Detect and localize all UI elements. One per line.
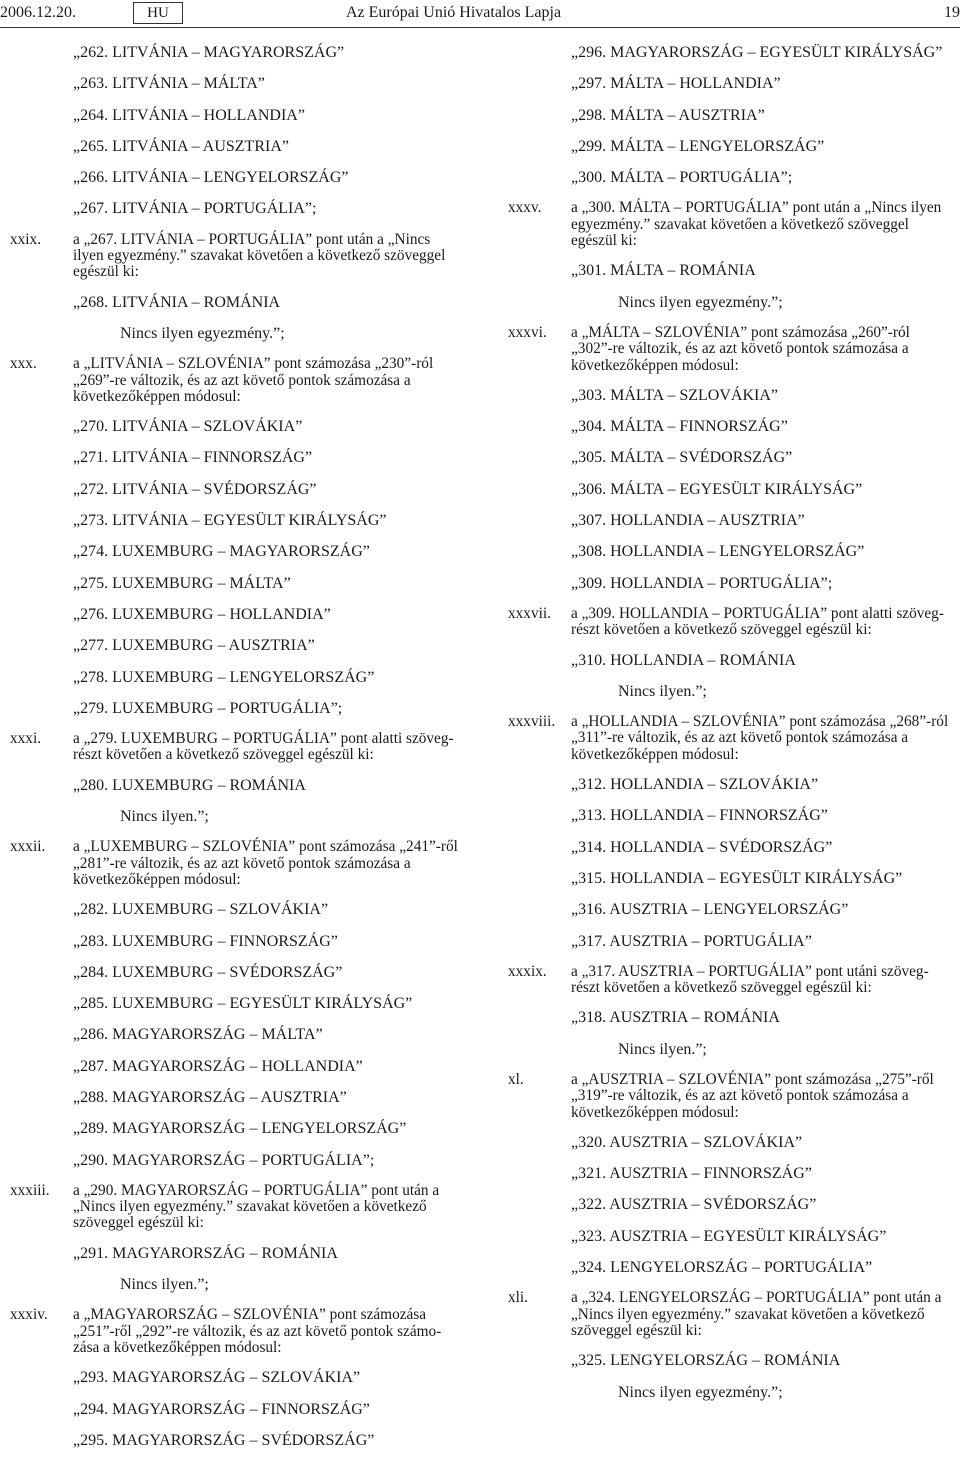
amendment-line xyxy=(508,714,960,730)
list-item: „293. MAGYARORSZÁG – SZLOVÁKIA” xyxy=(73,1369,361,1387)
list-item: „317. AUSZTRIA – PORTUGÁLIA” xyxy=(571,932,812,950)
list-item: „277. LUXEMBURG – AUSZTRIA” xyxy=(73,637,315,655)
amendment-number: xxxiv. xyxy=(10,1306,48,1324)
amendment-number xyxy=(10,1215,73,1231)
list-item: „271. LITVÁNIA – FINNORSZÁG” xyxy=(73,449,313,467)
list-item: „278. LUXEMBURG – LENGYELORSZÁG” xyxy=(73,668,375,686)
amendment-number xyxy=(508,358,571,374)
list-item: „301. MÁLTA – ROMÁNIA xyxy=(571,262,756,280)
amendment-line xyxy=(10,232,462,248)
amendment-number xyxy=(10,747,73,763)
amendment-number xyxy=(508,217,571,233)
amendment-text: „251”-ről „292”-re változik, és az azt követő pontok számo- xyxy=(73,1322,442,1340)
amendment-line xyxy=(10,1340,462,1356)
amendment-text: a „LITVÁNIA – SZLOVÉNIA” pont számozása „230”-ról xyxy=(73,355,434,373)
amendment-number xyxy=(10,1199,73,1215)
amendment-text: „269”-re változik, és az azt követő pontok számozása a xyxy=(73,371,411,389)
amendment-number xyxy=(10,856,73,872)
amendment-line xyxy=(10,1199,462,1215)
list-item: „284. LUXEMBURG – SVÉDORSZÁG” xyxy=(73,963,343,981)
note-text: Nincs ilyen egyezmény.”; xyxy=(120,324,285,342)
list-item: „283. LUXEMBURG – FINNORSZÁG” xyxy=(73,932,338,950)
amendment-text: részt követően a következő szöveggel egészül ki: xyxy=(571,621,872,639)
amendment-line xyxy=(10,1183,462,1199)
list-item: „290. MAGYARORSZÁG – PORTUGÁLIA”; xyxy=(73,1151,375,1169)
amendment-line xyxy=(10,731,462,747)
amendment-line xyxy=(508,1290,960,1306)
list-item: „308. HOLLANDIA – LENGYELORSZÁG” xyxy=(571,543,865,561)
amendment-line xyxy=(508,217,960,233)
amendment-text: a „HOLLANDIA – SZLOVÉNIA” pont számozása „268”-ról xyxy=(571,713,949,731)
amendment-line xyxy=(10,856,462,872)
amendment-line xyxy=(10,264,462,280)
amendment-number xyxy=(508,747,571,763)
note-text: Nincs ilyen.”; xyxy=(618,1040,707,1058)
amendment-text: szöveggel egészül ki: xyxy=(571,1321,702,1339)
list-item: „312. HOLLANDIA – SZLOVÁKIA” xyxy=(571,776,819,794)
header-date: 2006.12.20. xyxy=(0,4,76,21)
list-item: „288. MAGYARORSZÁG – AUSZTRIA” xyxy=(73,1088,347,1106)
list-item: „263. LITVÁNIA – MÁLTA” xyxy=(73,75,265,93)
amendment-line xyxy=(508,1105,960,1121)
amendment-line xyxy=(508,747,960,763)
amendment-line xyxy=(508,358,960,374)
amendment-text: egyezmény.” szavakat követően a következő szöveggel xyxy=(571,215,909,233)
amendment-number xyxy=(10,1340,73,1356)
amendment-text: a „300. MÁLTA – PORTUGÁLIA” pont után a „Nincs ilyen xyxy=(571,199,942,217)
list-item: „313. HOLLANDIA – FINNORSZÁG” xyxy=(571,807,828,825)
amendment-number xyxy=(10,1324,73,1340)
amendment-number: xxix. xyxy=(10,230,42,248)
list-item: „272. LITVÁNIA – SVÉDORSZÁG” xyxy=(73,480,317,498)
amendment-line xyxy=(508,325,960,341)
list-item: „296. MAGYARORSZÁG – EGYESÜLT KIRÁLYSÁG” xyxy=(571,44,943,61)
amendment-text: egészül ki: xyxy=(571,232,637,250)
list-item: „299. MÁLTA – LENGYELORSZÁG” xyxy=(571,137,825,155)
list-item: „265. LITVÁNIA – AUSZTRIA” xyxy=(73,137,289,155)
amendment-number xyxy=(10,389,73,405)
amendment-number: xxxi. xyxy=(10,730,42,748)
amendment-text: „311”-re változik, és az azt követő pontok számozása a xyxy=(571,729,909,747)
amendment-number xyxy=(508,1307,571,1323)
amendment-number: xxxvii. xyxy=(508,604,551,622)
list-item: „274. LUXEMBURG – MAGYARORSZÁG” xyxy=(73,543,370,561)
amendment-line xyxy=(508,1323,960,1339)
list-item: „314. HOLLANDIA – SVÉDORSZÁG” xyxy=(571,838,833,856)
amendment-text: következőképpen módosul: xyxy=(571,356,739,374)
list-item: „273. LITVÁNIA – EGYESÜLT KIRÁLYSÁG” xyxy=(73,512,387,530)
amendment-text: következőképpen módosul: xyxy=(73,387,241,405)
amendment-line xyxy=(10,872,462,888)
list-item: „304. MÁLTA – FINNORSZÁG” xyxy=(571,418,788,436)
amendment-number xyxy=(508,341,571,357)
amendment-number: xl. xyxy=(508,1070,524,1088)
list-item: „305. MÁLTA – SVÉDORSZÁG” xyxy=(571,449,793,467)
amendment-line xyxy=(508,200,960,216)
amendment-line xyxy=(10,1307,462,1323)
amendment-text: „281”-re változik, és az azt követő pontok számozása a xyxy=(73,854,411,872)
amendment-text: részt követően a következő szöveggel egészül ki: xyxy=(73,746,374,764)
amendment-number xyxy=(508,1323,571,1339)
amendment-number: xxxiii. xyxy=(10,1181,50,1199)
list-item: „303. MÁLTA – SZLOVÁKIA” xyxy=(571,386,778,404)
header-rule xyxy=(0,27,960,28)
amendment-number xyxy=(508,730,571,746)
amendment-number xyxy=(10,373,73,389)
amendment-line xyxy=(508,1072,960,1088)
amendment-text: a „279. LUXEMBURG – PORTUGÁLIA” pont alatti szöveg- xyxy=(73,730,454,748)
amendment-text: a „AUSZTRIA – SZLOVÉNIA” pont számozása „275”-ről xyxy=(571,1070,934,1088)
amendment-text: a „LUXEMBURG – SZLOVÉNIA” pont számozása „241”-ről xyxy=(73,838,458,856)
list-item: „279. LUXEMBURG – PORTUGÁLIA”; xyxy=(73,699,343,717)
list-item: „287. MAGYARORSZÁG – HOLLANDIA” xyxy=(73,1057,363,1075)
list-item: „294. MAGYARORSZÁG – FINNORSZÁG” xyxy=(73,1400,370,1418)
list-item: „297. MÁLTA – HOLLANDIA” xyxy=(571,75,781,93)
amendment-number: xxxix. xyxy=(508,962,547,980)
list-item: „275. LUXEMBURG – MÁLTA” xyxy=(73,574,291,592)
note-text: Nincs ilyen egyezmény.”; xyxy=(618,293,783,311)
amendment-line xyxy=(508,980,960,996)
amendment-text: a „290. MAGYARORSZÁG – PORTUGÁLIA” pont után a xyxy=(73,1181,440,1199)
note-text: Nincs ilyen.”; xyxy=(618,682,707,700)
amendment-number: xli. xyxy=(508,1289,528,1307)
list-item: „316. AUSZTRIA – LENGYELORSZÁG” xyxy=(571,901,849,919)
amendment-line xyxy=(508,606,960,622)
amendment-text: részt követően a következő szöveggel egészül ki: xyxy=(571,979,872,997)
amendment-text: zása a következőképpen módosul: xyxy=(73,1338,282,1356)
amendment-number xyxy=(508,1088,571,1104)
journal-title: Az Európai Unió Hivatalos Lapja xyxy=(346,4,562,21)
note-text: Nincs ilyen.”; xyxy=(120,808,209,826)
amendment-text: egészül ki: xyxy=(73,263,139,281)
amendment-text: a „MÁLTA – SZLOVÉNIA” pont számozása „260”-ról xyxy=(571,323,910,341)
note-text: Nincs ilyen egyezmény.”; xyxy=(618,1383,783,1401)
amendment-text: a „317. AUSZTRIA – PORTUGÁLIA” pont utáni szöveg- xyxy=(571,962,929,980)
amendment-number: xxxii. xyxy=(10,838,46,856)
amendment-line xyxy=(10,747,462,763)
amendment-line xyxy=(508,622,960,638)
amendment-line xyxy=(10,373,462,389)
amendment-number xyxy=(10,264,73,280)
right-column xyxy=(508,44,960,1415)
list-item: „264. LITVÁNIA – HOLLANDIA” xyxy=(73,106,305,124)
list-item: „322. AUSZTRIA – SVÉDORSZÁG” xyxy=(571,1196,817,1214)
amendment-number xyxy=(508,622,571,638)
amendment-line xyxy=(10,389,462,405)
language-badge: HU xyxy=(133,2,183,24)
amendment-text: „Nincs ilyen egyezmény.” szavakat követően a következő xyxy=(571,1305,925,1323)
list-item: „262. LITVÁNIA – MAGYARORSZÁG” xyxy=(73,44,345,61)
list-item: „323. AUSZTRIA – EGYESÜLT KIRÁLYSÁG” xyxy=(571,1227,887,1245)
list-item: „315. HOLLANDIA – EGYESÜLT KIRÁLYSÁG” xyxy=(571,869,903,887)
amendment-line xyxy=(508,1088,960,1104)
note-text: Nincs ilyen.”; xyxy=(120,1276,209,1294)
list-item: „295. MAGYARORSZÁG – SVÉDORSZÁG” xyxy=(73,1431,375,1449)
list-item: „291. MAGYARORSZÁG – ROMÁNIA xyxy=(73,1244,338,1262)
amendment-line xyxy=(508,1307,960,1323)
amendment-number xyxy=(10,872,73,888)
list-item: „268. LITVÁNIA – ROMÁNIA xyxy=(73,293,281,311)
list-item: „309. HOLLANDIA – PORTUGÁLIA”; xyxy=(571,574,833,592)
amendment-text: a „MAGYARORSZÁG – SZLOVÉNIA” pont számozása xyxy=(73,1306,427,1324)
list-item: „300. MÁLTA – PORTUGÁLIA”; xyxy=(571,169,793,187)
amendment-text: következőképpen módosul: xyxy=(73,870,241,888)
amendment-line xyxy=(10,1215,462,1231)
list-item: „318. AUSZTRIA – ROMÁNIA xyxy=(571,1009,780,1027)
amendment-text: ilyen egyezmény.” szavakat követően a következő szöveggel xyxy=(73,247,446,265)
list-item: „280. LUXEMBURG – ROMÁNIA xyxy=(73,776,306,794)
list-item: „266. LITVÁNIA – LENGYELORSZÁG” xyxy=(73,169,349,187)
amendment-number xyxy=(508,980,571,996)
amendment-line xyxy=(10,248,462,264)
amendment-text: következőképpen módosul: xyxy=(571,1103,739,1121)
list-item: „320. AUSZTRIA – SZLOVÁKIA” xyxy=(571,1133,803,1151)
amendment-number: xxxv. xyxy=(508,199,542,217)
amendment-text: „Nincs ilyen egyezmény.” szavakat követően a következő xyxy=(73,1198,427,1216)
amendment-line xyxy=(10,839,462,855)
list-item: „289. MAGYARORSZÁG – LENGYELORSZÁG” xyxy=(73,1120,407,1138)
list-item: „306. MÁLTA – EGYESÜLT KIRÁLYSÁG” xyxy=(571,480,863,498)
amendment-text: szöveggel egészül ki: xyxy=(73,1214,204,1232)
amendment-text: következőképpen módosul: xyxy=(571,745,739,763)
amendment-number: xxx. xyxy=(10,355,37,373)
list-item: „324. LENGYELORSZÁG – PORTUGÁLIA” xyxy=(571,1259,873,1277)
list-item: „285. LUXEMBURG – EGYESÜLT KIRÁLYSÁG” xyxy=(73,995,413,1013)
page-number: 19 xyxy=(944,4,960,21)
list-item: „267. LITVÁNIA – PORTUGÁLIA”; xyxy=(73,200,317,218)
amendment-number: xxxvi. xyxy=(508,323,547,341)
amendment-number xyxy=(508,233,571,249)
amendment-number xyxy=(508,1105,571,1121)
list-item: „276. LUXEMBURG – HOLLANDIA” xyxy=(73,605,331,623)
amendment-line xyxy=(508,964,960,980)
amendment-text: a „309. HOLLANDIA – PORTUGÁLIA” pont alatti szöveg- xyxy=(571,604,944,622)
amendment-text: „319”-re változik, és az azt követő pontok számozása a xyxy=(571,1087,909,1105)
list-item: „307. HOLLANDIA – AUSZTRIA” xyxy=(571,512,805,530)
page-header xyxy=(0,0,960,30)
list-item: „270. LITVÁNIA – SZLOVÁKIA” xyxy=(73,418,303,436)
list-item: „298. MÁLTA – AUSZTRIA” xyxy=(571,106,765,124)
amendment-line xyxy=(10,1324,462,1340)
list-item: „321. AUSZTRIA – FINNORSZÁG” xyxy=(571,1165,812,1183)
amendment-text: „302”-re változik, és az azt követő pontok számozása a xyxy=(571,340,909,358)
amendment-text: a „267. LITVÁNIA – PORTUGÁLIA” pont után a „Nincs xyxy=(73,230,431,248)
list-item: „286. MAGYARORSZÁG – MÁLTA” xyxy=(73,1026,323,1044)
amendment-line xyxy=(508,730,960,746)
amendment-line xyxy=(10,356,462,372)
list-item: „325. LENGYELORSZÁG – ROMÁNIA xyxy=(571,1352,841,1370)
list-item: „282. LUXEMBURG – SZLOVÁKIA” xyxy=(73,901,329,919)
amendment-line xyxy=(508,233,960,249)
left-column xyxy=(10,44,462,1463)
amendment-line xyxy=(508,341,960,357)
list-item: „310. HOLLANDIA – ROMÁNIA xyxy=(571,651,796,669)
amendment-text: a „324. LENGYELORSZÁG – PORTUGÁLIA” pont után a xyxy=(571,1289,942,1307)
amendment-number: xxxviii. xyxy=(508,713,556,731)
amendment-number xyxy=(10,248,73,264)
